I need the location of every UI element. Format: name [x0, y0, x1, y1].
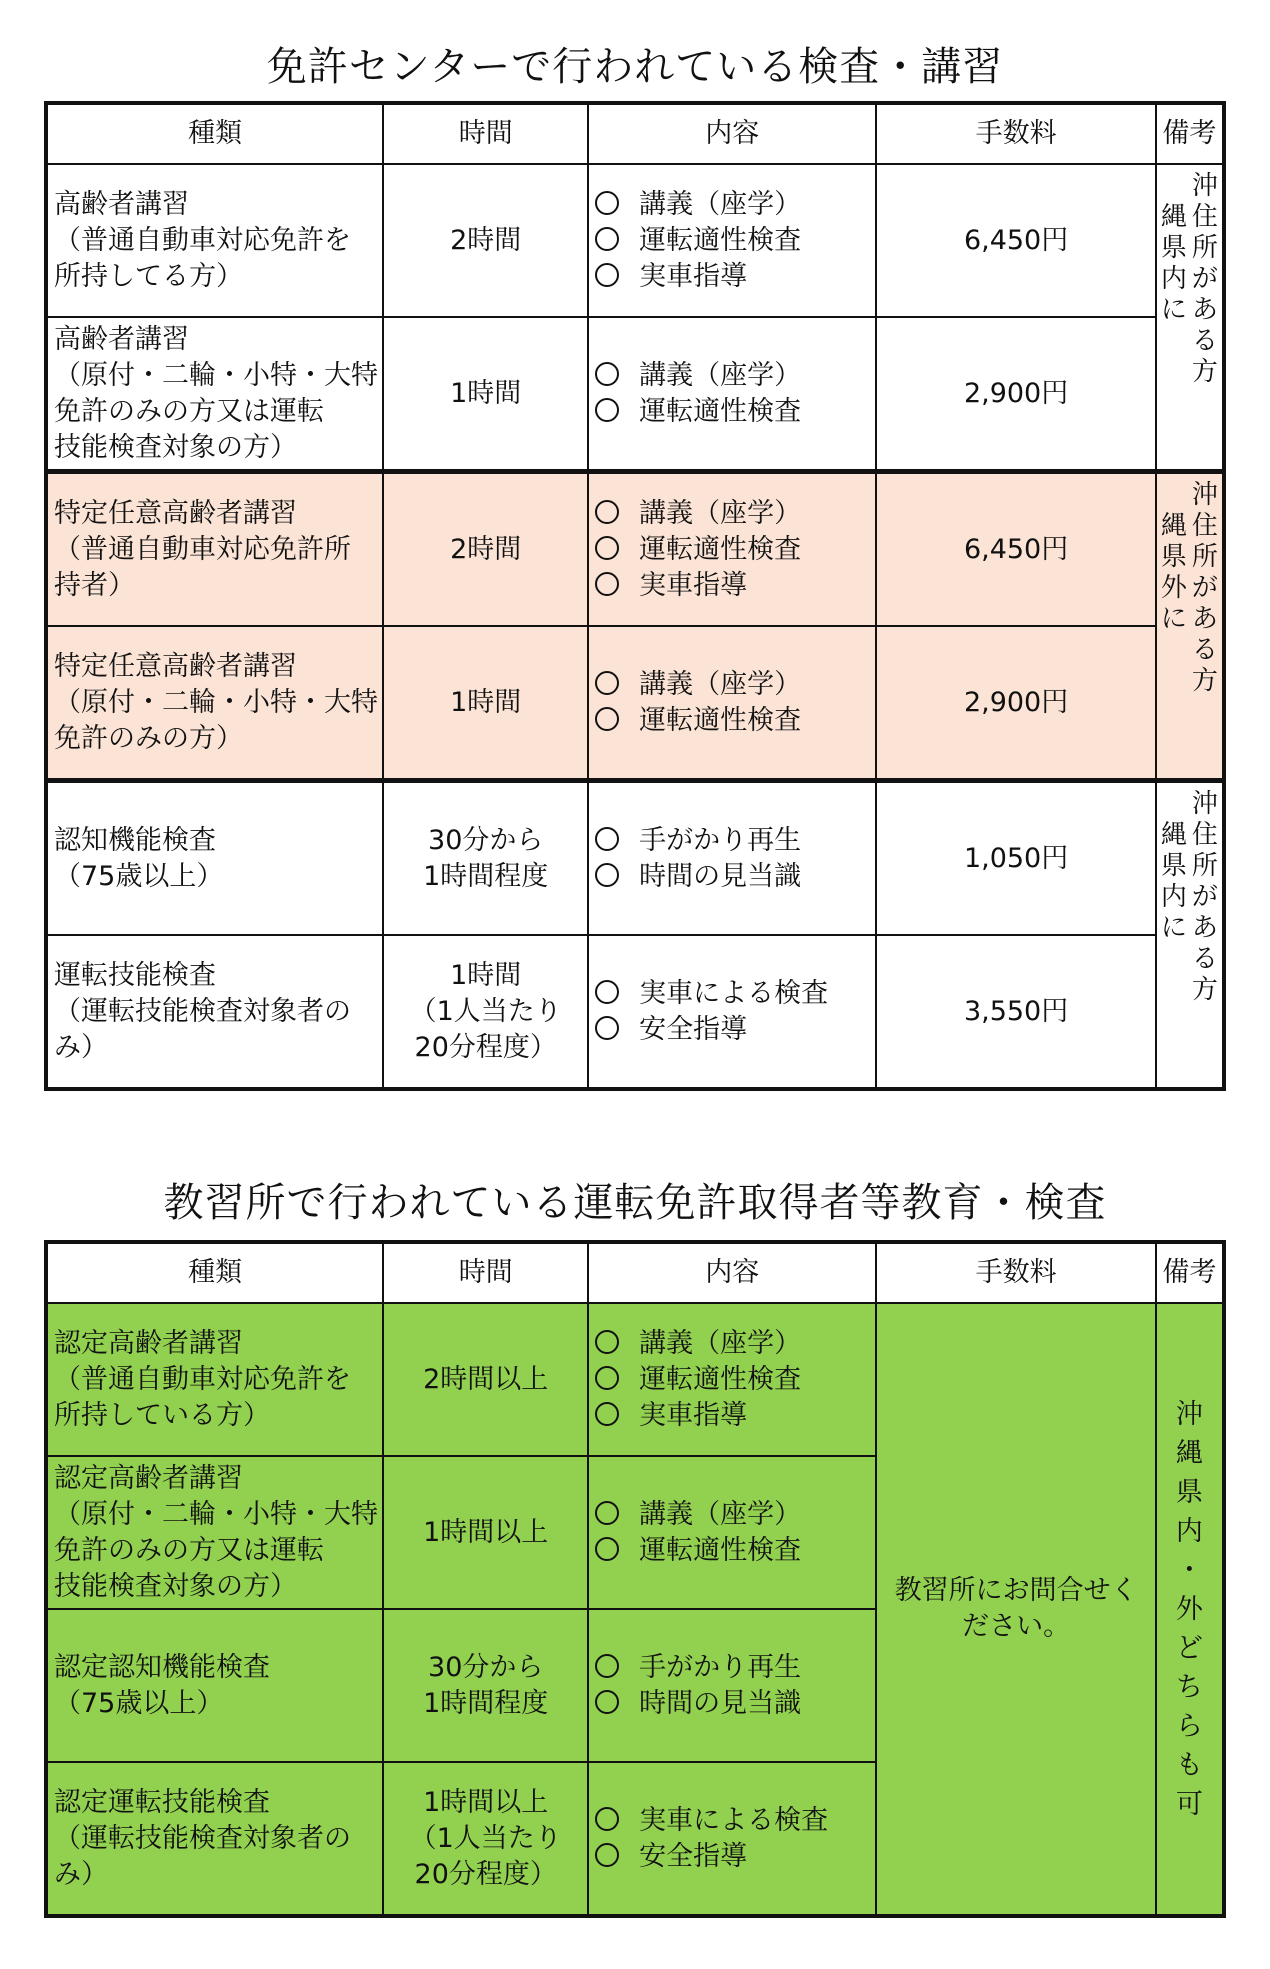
note-vertical-text [1157, 783, 1222, 1006]
note-char: 県 [1160, 851, 1187, 881]
type-line: （75歳以上） [54, 1687, 224, 1719]
fee-line: ださい。 [962, 1611, 1071, 1642]
fee-cell: 2,900円 [876, 626, 1155, 781]
header-fee: 手数料 [876, 103, 1155, 164]
content-cell [588, 1456, 876, 1609]
circle-icon [595, 1690, 619, 1714]
time-line: 1時間 [450, 377, 522, 409]
time-cell [383, 626, 588, 781]
content-item-label: 時間の見当識 [639, 1687, 802, 1719]
note-char: ・ [1175, 1554, 1203, 1586]
fee-cell [876, 1303, 1155, 1916]
content-item-label: 講義（座学） [639, 497, 802, 529]
content-item-label: 実車指導 [639, 260, 748, 292]
time-line: 1時間程度 [423, 1687, 549, 1719]
note-vertical-text [1157, 474, 1222, 697]
header-note: 備考 [1156, 103, 1224, 164]
content-item-label: 講義（座学） [639, 1327, 802, 1359]
time-cell [383, 317, 588, 472]
note-char: 県 [1175, 1476, 1203, 1508]
circle-icon [595, 536, 619, 560]
type-line: 特定任意高齢者講習 [54, 650, 297, 682]
content-cell [588, 626, 876, 781]
content-item [595, 259, 875, 295]
type-line: 認知機能検査 [54, 824, 216, 856]
type-line: み） [54, 1858, 108, 1890]
time-line: （1人当たり [409, 1822, 562, 1854]
table-row [46, 935, 1224, 1089]
note-char: あ [1191, 295, 1218, 325]
note-char: る [1191, 635, 1218, 665]
circle-icon [595, 707, 619, 731]
type-line: （運転技能検査対象者の [54, 995, 351, 1027]
content-item [595, 1497, 875, 1533]
time-cell [383, 935, 588, 1089]
note-cell [1156, 472, 1224, 781]
circle-icon [595, 191, 619, 215]
type-line: 所持している方） [54, 1399, 270, 1431]
type-line: 認定高齢者講習 [54, 1462, 243, 1494]
content-item-label: 講義（座学） [639, 1498, 802, 1530]
note-char: 内 [1160, 264, 1187, 294]
content-item [595, 1803, 875, 1839]
type-cell [46, 472, 383, 627]
circle-icon [595, 1654, 619, 1678]
content-item [595, 568, 875, 604]
content-item-label: 手がかり再生 [639, 1651, 802, 1683]
type-line: （普通自動車対応免許を [54, 224, 351, 256]
type-line: 認定高齢者講習 [54, 1327, 243, 1359]
note-char: 沖 [1191, 789, 1218, 819]
content-item [595, 976, 875, 1012]
note-char: も [1175, 1749, 1203, 1781]
type-line: （普通自動車対応免許を [54, 1363, 351, 1395]
circle-icon [595, 1501, 619, 1525]
circle-icon [595, 1366, 619, 1390]
fee-cell: 2,900円 [876, 317, 1155, 472]
note-char: 沖 [1175, 1398, 1203, 1430]
type-line: （原付・二輪・小特・大特 [54, 686, 378, 718]
content-item [595, 532, 875, 568]
circle-icon [595, 500, 619, 524]
time-line: 2時間以上 [423, 1363, 549, 1395]
note-char: 沖 [1191, 171, 1218, 201]
section-title-driving-school: 教習所で行われている運転免許取得者等教育・検査 [163, 1180, 1107, 1226]
type-line: 所持してる方） [54, 260, 243, 292]
content-cell [588, 1762, 876, 1916]
content-cell [588, 935, 876, 1089]
content-item [595, 394, 875, 430]
type-line: （原付・二輪・小特・大特 [54, 1498, 378, 1530]
content-item [595, 667, 875, 703]
time-line: 2時間 [450, 224, 522, 256]
content-item-label: 講義（座学） [639, 188, 802, 220]
content-item [595, 823, 875, 859]
type-cell [46, 781, 383, 936]
note-char: 住 [1191, 511, 1218, 541]
note-char: に [1160, 604, 1187, 634]
note-char: 方 [1191, 666, 1218, 696]
type-cell [46, 935, 383, 1089]
circle-icon [595, 1843, 619, 1867]
circle-icon [595, 1016, 619, 1040]
content-item [595, 1362, 875, 1398]
type-line: 認定認知機能検査 [54, 1651, 270, 1683]
section-title-license-center: 免許センターで行われている検査・講習 [266, 44, 1004, 90]
time-line: 1時間程度 [423, 860, 549, 892]
type-line: 高齢者講習 [54, 188, 189, 220]
table-row [46, 626, 1224, 781]
note-char [1158, 357, 1189, 388]
content-item-label: 実車による検査 [639, 1804, 829, 1836]
note-char: 外 [1160, 573, 1187, 603]
time-line: （1人当たり [409, 995, 562, 1027]
note-char [1158, 666, 1189, 697]
note-char: ち [1175, 1671, 1203, 1703]
time-cell [383, 781, 588, 936]
header-content: 内容 [588, 103, 876, 164]
fee-cell: 6,450円 [876, 164, 1155, 317]
circle-icon [595, 362, 619, 386]
content-item [595, 496, 875, 532]
header-type: 種類 [46, 1242, 383, 1303]
note-vertical-text [1157, 1395, 1222, 1824]
time-cell [383, 472, 588, 627]
note-char: 方 [1191, 357, 1218, 387]
content-cell [588, 1303, 876, 1456]
fee-cell: 6,450円 [876, 472, 1155, 627]
fee-line: 教習所にお問合せく [894, 1575, 1138, 1606]
content-cell [588, 472, 876, 627]
note-char [1158, 326, 1189, 357]
table-header-row [46, 1242, 1224, 1303]
type-cell [46, 1303, 383, 1456]
content-item-label: 安全指導 [639, 1013, 748, 1045]
type-line: 持者） [54, 569, 135, 601]
note-char: 住 [1191, 820, 1218, 850]
content-item [595, 1650, 875, 1686]
note-char [1158, 635, 1189, 666]
content-item [595, 1326, 875, 1362]
content-item [595, 1533, 875, 1569]
content-item-label: 実車指導 [639, 1399, 748, 1431]
time-line: 20分程度） [414, 1031, 557, 1063]
header-type: 種類 [46, 103, 383, 164]
note-char: ら [1175, 1710, 1203, 1742]
note-char: 県 [1160, 233, 1187, 263]
circle-icon [595, 1807, 619, 1831]
header-note: 備考 [1156, 1242, 1224, 1303]
note-char: が [1191, 264, 1218, 294]
driving-school-table [44, 1240, 1226, 1918]
type-line: （運転技能検査対象者の [54, 1822, 351, 1854]
note-char: 沖 [1191, 480, 1218, 510]
type-line: （普通自動車対応免許所 [54, 533, 351, 565]
table-row [46, 472, 1224, 627]
note-char [1158, 944, 1189, 975]
content-item-label: 安全指導 [639, 1840, 748, 1872]
header-time: 時間 [383, 1242, 588, 1303]
type-line: 高齢者講習 [54, 323, 189, 355]
type-cell [46, 317, 383, 472]
type-line: 免許のみの方） [54, 722, 243, 754]
content-item [595, 703, 875, 739]
header-time: 時間 [383, 103, 588, 164]
type-line: 免許のみの方又は運転 [54, 1534, 324, 1566]
circle-icon [595, 980, 619, 1004]
content-item [595, 223, 875, 259]
time-cell [383, 1762, 588, 1916]
circle-icon [595, 671, 619, 695]
note-char: る [1191, 326, 1218, 356]
type-line: 特定任意高齢者講習 [54, 497, 297, 529]
fee-cell: 1,050円 [876, 781, 1155, 936]
note-char: 所 [1191, 851, 1218, 881]
note-char: が [1191, 882, 1218, 912]
content-item [595, 1839, 875, 1875]
content-item [595, 1398, 875, 1434]
note-char: が [1191, 573, 1218, 603]
note-char: 可 [1175, 1788, 1203, 1820]
circle-icon [595, 863, 619, 887]
type-line: 免許のみの方又は運転 [54, 395, 324, 427]
content-item-label: 講義（座学） [639, 668, 802, 700]
type-line: み） [54, 1031, 108, 1063]
note-char: 所 [1191, 542, 1218, 572]
type-line: 技能検査対象の方） [54, 431, 297, 463]
content-item [595, 859, 875, 895]
table-row [46, 164, 1224, 317]
header-fee: 手数料 [876, 1242, 1155, 1303]
type-cell [46, 1762, 383, 1916]
content-item [595, 187, 875, 223]
content-item-label: 運転適性検査 [639, 395, 802, 427]
time-cell [383, 1456, 588, 1609]
type-cell [46, 1609, 383, 1762]
note-char: 外 [1175, 1593, 1203, 1625]
content-item-label: 運転適性検査 [639, 1534, 802, 1566]
note-char [1158, 975, 1189, 1006]
time-cell [383, 1303, 588, 1456]
content-item-label: 運転適性検査 [639, 704, 802, 736]
circle-icon [595, 263, 619, 287]
note-cell [1156, 781, 1224, 1090]
note-char: に [1160, 913, 1187, 943]
time-line: 1時間以上 [423, 1786, 549, 1818]
content-cell [588, 1609, 876, 1762]
note-cell [1156, 164, 1224, 472]
content-item-label: 運転適性検査 [639, 533, 802, 565]
circle-icon [595, 1537, 619, 1561]
content-item-label: 時間の見当識 [639, 860, 802, 892]
time-line: 1時間以上 [423, 1516, 549, 1548]
circle-icon [595, 827, 619, 851]
content-item [595, 1686, 875, 1722]
circle-icon [595, 398, 619, 422]
content-cell [588, 164, 876, 317]
time-line: 1時間 [450, 959, 522, 991]
time-cell [383, 164, 588, 317]
note-char: 県 [1160, 542, 1187, 572]
content-item-label: 運転適性検査 [639, 1363, 802, 1395]
time-line: 2時間 [450, 533, 522, 565]
note-char: 縄 [1160, 820, 1187, 850]
type-cell [46, 1456, 383, 1609]
header-content: 内容 [588, 1242, 876, 1303]
circle-icon [595, 1330, 619, 1354]
note-char: る [1191, 944, 1218, 974]
content-item-label: 手がかり再生 [639, 824, 802, 856]
time-line: 30分から [428, 824, 544, 856]
circle-icon [595, 572, 619, 596]
note-char: に [1160, 295, 1187, 325]
note-char: 方 [1191, 975, 1218, 1005]
time-line: 1時間 [450, 686, 522, 718]
fee-cell: 3,550円 [876, 935, 1155, 1089]
circle-icon [595, 227, 619, 251]
note-char: 内 [1160, 882, 1187, 912]
table-row [46, 317, 1224, 472]
content-item-label: 運転適性検査 [639, 224, 802, 256]
type-cell [46, 626, 383, 781]
note-char: あ [1191, 604, 1218, 634]
type-line: （原付・二輪・小特・大特 [54, 359, 378, 391]
note-char: 縄 [1160, 202, 1187, 232]
note-char: 住 [1191, 202, 1218, 232]
table-row [46, 1303, 1224, 1456]
note-char: 内 [1175, 1515, 1203, 1547]
type-line: 運転技能検査 [54, 959, 216, 991]
content-cell [588, 317, 876, 472]
note-char: 所 [1191, 233, 1218, 263]
content-item-label: 講義（座学） [639, 359, 802, 391]
type-line: 認定運転技能検査 [54, 1786, 270, 1818]
note-char: 縄 [1160, 511, 1187, 541]
content-item-label: 実車による検査 [639, 977, 829, 1009]
note-char: 縄 [1175, 1437, 1203, 1469]
license-center-table [44, 101, 1226, 1091]
time-line: 20分程度） [414, 1858, 557, 1890]
content-item [595, 1012, 875, 1048]
type-line: 技能検査対象の方） [54, 1570, 297, 1602]
type-line: （75歳以上） [54, 860, 224, 892]
content-item-label: 実車指導 [639, 569, 748, 601]
note-cell [1156, 1303, 1224, 1916]
content-item [595, 358, 875, 394]
type-cell [46, 164, 383, 317]
time-cell [383, 1609, 588, 1762]
table-row [46, 781, 1224, 936]
note-char: ど [1175, 1632, 1203, 1664]
time-line: 30分から [428, 1651, 544, 1683]
note-char: あ [1191, 913, 1218, 943]
note-vertical-text [1157, 165, 1222, 388]
table-header-row [46, 103, 1224, 164]
circle-icon [595, 1402, 619, 1426]
content-cell [588, 781, 876, 936]
